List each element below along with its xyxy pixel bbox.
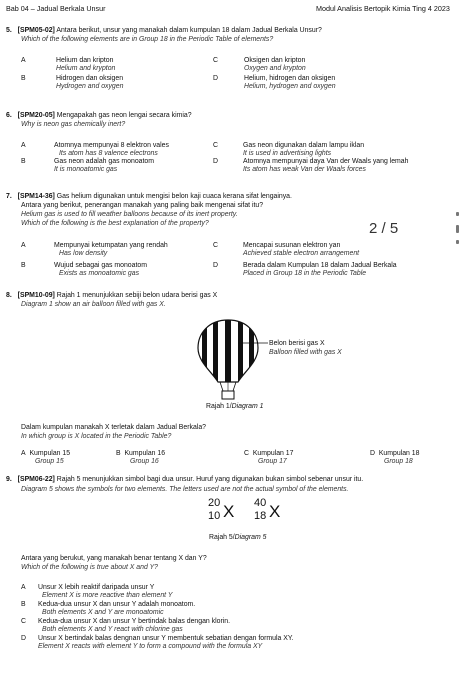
question-number: 9. <box>6 476 12 483</box>
question-8-ask-english: In which group is X located in the Periodic Table? <box>21 433 172 440</box>
option-letter: A <box>21 142 26 149</box>
question-number: 5. <box>6 27 12 34</box>
question-text-english: Diagram 5 shows the symbols for two elements. The letters used are not the actual symbol of the elements. <box>21 486 349 493</box>
question-text-english: Which of the following elements are in Group 18 in the Periodic Table of elements? <box>21 36 274 43</box>
option-d: Helium, hidrogen dan oksigen Helium, hydrogen and oxygen <box>244 75 336 90</box>
option-letter: B <box>21 158 26 165</box>
option-d: Unsur X bertindak balas dengnan unsur Y membentuk sebatian dengan formula XY. Element X reacts with element Y to form a compound with the formula XY <box>38 635 294 650</box>
option-c: C Kumpulan 17 Group 17 <box>244 450 294 465</box>
option-d: Berada dalam Kumpulan 18 dalam Jadual Berkala Placed in Group 18 in the Periodic Table <box>243 262 397 277</box>
question-7-stem <box>6 193 292 201</box>
option-c: Gas neon digunakan dalam lampu iklan It is used in advertising lights <box>243 142 365 157</box>
option-letter: B <box>21 262 26 269</box>
question-text-english: Helium gas is used to fill weather balloons because of its inert property. <box>21 211 238 218</box>
question-text-malay-2: Antara yang berikut, penerangan manakah yang paling baik mengenai sifat itu? <box>21 202 264 209</box>
header-right: Modul Analisis Bertopik Kimia Ting 4 2023 <box>316 4 450 13</box>
option-letter: A <box>21 242 26 249</box>
option-b: Hidrogen dan oksigen Hydrogen and oxygen <box>56 75 124 90</box>
option-d: Atomnya mempunyai daya Van der Waals yang lemah Its atom has weak Van der Waals forces <box>243 158 409 173</box>
question-8-ask-malay: Dalam kumpulan manakah X terletak dalam Jadual Berkala? <box>21 424 206 431</box>
option-letter: C <box>213 142 218 149</box>
option-a: Helium dan kripton Helium and krypton <box>56 57 116 72</box>
option-b: Wujud sebagai gas monoatom Exists as monoatomic gas <box>54 262 147 277</box>
question-number: 8. <box>6 292 12 299</box>
diagram-5-caption: Rajah 5/Diagram 5 <box>209 534 267 541</box>
question-text-english: Why is neon gas chemically inert? <box>21 121 126 128</box>
question-code: [SPM14-36] <box>17 193 55 200</box>
scroll-handle[interactable] <box>452 212 462 246</box>
option-letter: D <box>213 262 218 269</box>
option-a: Mempunyai ketumpatan yang rendah Has low density <box>54 242 168 257</box>
option-c: Mencapai susunan elektron yan Achieved stable electron arrangement <box>243 242 360 257</box>
question-text-malay: Gas helium digunakan untuk mengisi belon kaji cuaca kerana sifat lengainya. <box>54 193 292 200</box>
question-text-english-2: Which of the following is the best explanation of the property? <box>21 220 209 227</box>
option-letter: A <box>21 584 26 591</box>
option-c: Kedua-dua unsur X dan unsur Y bertindak balas dengan klorin. Both elements X and Y react with chlorine gas <box>38 618 231 633</box>
option-a: Atomnya mempunyai 8 elektron vales Its atom has 8 valence electrons <box>54 142 169 157</box>
question-9-ask-english: Which of the following is true about X and Y? <box>21 564 159 571</box>
option-letter: C <box>21 618 26 625</box>
question-text-malay: Antara berikut, unsur yang manakah dalam kumpulan 18 dalam Jadual Berkala Unsur? <box>54 27 322 34</box>
option-a: A Kumpulan 15 Group 15 <box>21 450 71 465</box>
element-symbol-2: 40 18 X <box>254 497 281 522</box>
question-number: 6. <box>6 112 12 119</box>
option-letter: C <box>213 57 218 64</box>
label-pointer-line <box>238 340 268 346</box>
page-indicator: 2 / 5 <box>369 220 399 237</box>
option-letter: D <box>21 635 26 642</box>
option-letter: A <box>21 57 26 64</box>
option-letter: D <box>213 75 218 82</box>
question-9-ask-malay: Antara yang berukut, yang manakah benar tentang X dan Y? <box>21 555 207 562</box>
question-8-stem <box>6 292 217 300</box>
option-c: Oksigen dan kripton Oxygen and krypton <box>244 57 306 72</box>
balloon-label-english: Balloon filled with gas X <box>269 349 342 356</box>
diagram-1-caption: Rajah 1/Diagram 1 <box>206 403 264 410</box>
balloon-label-malay: Belon berisi gas X <box>269 340 325 347</box>
option-letter: B <box>21 601 26 608</box>
option-letter: C <box>213 242 218 249</box>
option-b: Gas neon adalah gas monoatom It is monoatomic gas <box>54 158 154 173</box>
question-text-english: Diagram 1 show an air balloon filled with gas X. <box>21 301 166 308</box>
question-5-stem <box>6 27 322 35</box>
question-code: [SPM05-02] <box>17 27 55 34</box>
question-code: [SPM06-22] <box>17 476 55 483</box>
question-number: 7. <box>6 193 12 200</box>
question-6-stem <box>6 112 192 120</box>
hot-air-balloon-diagram <box>196 318 260 400</box>
question-code: [SPM10-09] <box>17 292 55 299</box>
question-text-malay: Mengapakah gas neon lengai secara kimia? <box>54 112 192 119</box>
question-text-malay: Rajah 5 menunjukkan simbol bagi dua unsur. Huruf yang digunakan bukan simbol sebenar unsur itu. <box>54 476 364 483</box>
option-b: Kedua-dua unsur X dan unsur Y adalah monoatom. Both elements X and Y are monoatomic <box>38 601 196 616</box>
question-9-stem <box>6 476 363 484</box>
option-letter: B <box>21 75 26 82</box>
option-letter: D <box>213 158 218 165</box>
question-text-malay: Rajah 1 menunjukkan sebiji belon udara berisi gas X <box>54 292 218 299</box>
header-left: Bab 04 – Jadual Berkala Unsur <box>6 4 106 13</box>
element-symbol-1: 20 10 X <box>208 497 235 522</box>
option-b: B Kumpulan 16 Group 16 <box>116 450 166 465</box>
option-d: D Kumpulan 18 Group 18 <box>370 450 420 465</box>
question-code: [SPM20-05] <box>17 112 55 119</box>
option-a: Unsur X lebih reaktif daripada unsur Y Element X is more reactive than element Y <box>38 584 173 599</box>
